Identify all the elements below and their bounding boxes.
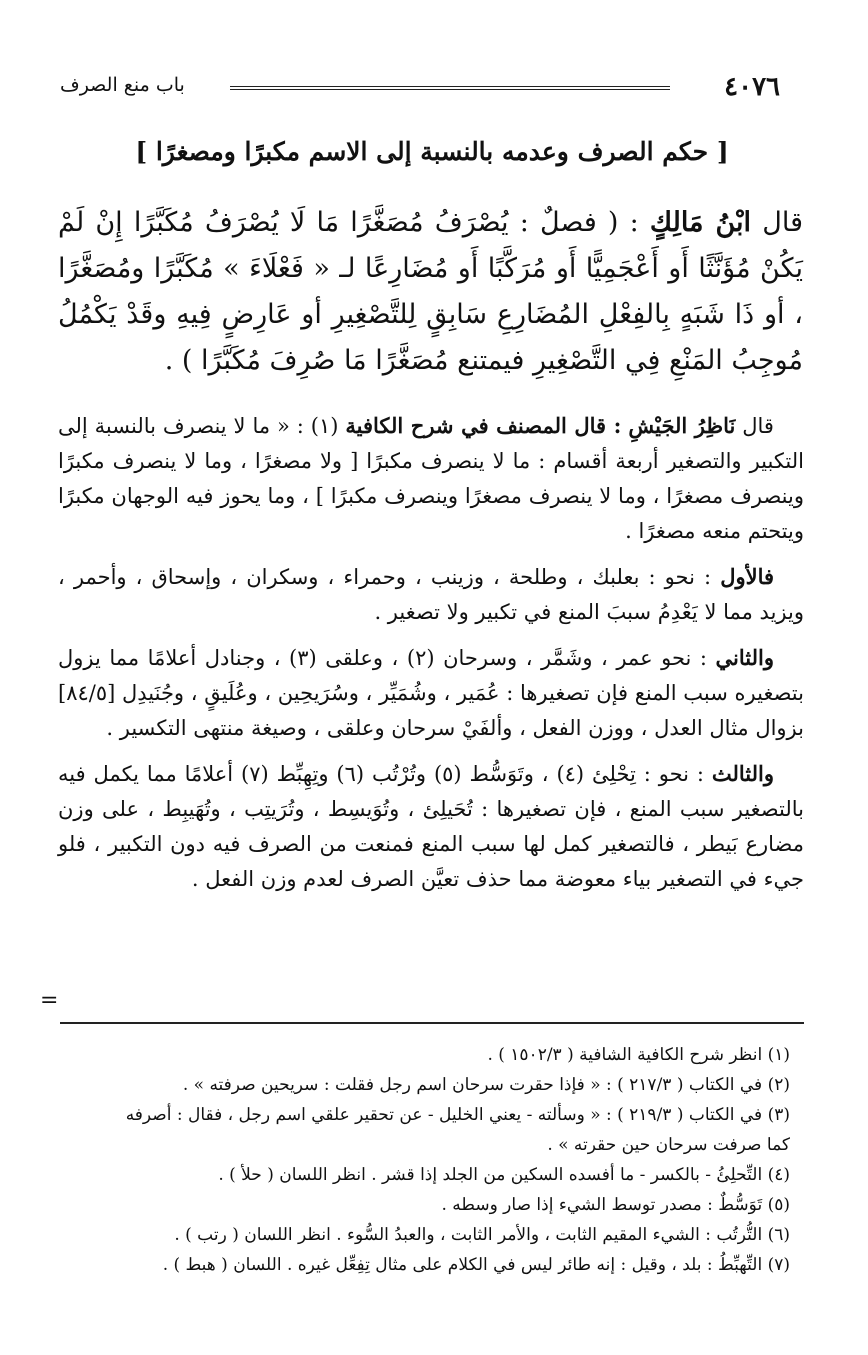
footnote-continuation: كما صرفت سرحان حين حقرته » .: [547, 1135, 790, 1155]
continuation-mark: =: [40, 988, 59, 1013]
footnote: (١) انظر شرح الكافية الشافية ( ١٥٠٢/٣ ) .: [487, 1045, 790, 1065]
sharh-text: [58, 408, 804, 907]
footnote: (٧) التِّهبِّطُ : بلد ، وقيل : إنه طائر ليس في الكلام على مثال تِفِعِّل غيره . اللسان ( هبط ) .: [162, 1255, 790, 1275]
matn-text: [58, 200, 803, 384]
matn-speaker: ابْنُ مَالِكٍ: [649, 207, 752, 238]
header-rule: [230, 86, 670, 90]
footnote: (٣) في الكتاب ( ٢١٩/٣ ) : « وسألته - يعني الخليل - عن تحقير علقي اسم رجل ، فقال : أصرفه: [125, 1105, 790, 1125]
page-header: [60, 72, 780, 102]
sharh-paragraph-2: [58, 559, 804, 630]
sharh-speaker: نَاظِرُ الجَيْشِ: [628, 413, 736, 438]
sharh-source: : قال المصنف في شرح الكافية: [345, 413, 622, 438]
footnote: (٦) التُّرتُب : الشيء المقيم الثابت ، والأمر الثابت ، والعبدُ السُّوء . انظر اللسان ( رتب ) .: [174, 1225, 790, 1245]
matn-body: : ( فصلٌ : يُصْرَفُ مُصَغَّرًا مَا لَا يُصْرَفُ مُكَبَّرًا إِنْ لَمْ يَكُنْ مُؤَنَّثًا أَو أَعْجَمِيًّا أَو مُرَكَّبًا أَو مُضَارِعًا لـ « فَعْلَاءَ » مُكَبَّرًا ومُصَغَّرًا ، أو ذَا شَبَهٍ بِالفِعْلِ المُضَارِعِ سَابِقٍ لِلتَّصْغِيرِ أو عَارِضٍ فِيهِ وقَدْ يَكْمُلُ مُوجِبُ المَنْعِ فِي التَّصْغِيرِ فيمتنع مُصَغَّرًا مَا صُرِفَ مُكَبَّرًا ) .: [58, 207, 803, 376]
page-number: ٤٠٧٦: [724, 72, 780, 102]
sharh-body-1: (١) : « ما لا ينصرف بالنسبة إلى التكبير والتصغير أربعة أقسام : ما لا ينصرف مكبرًا [ ولا مصغرًا ، وما لا ينصرف مكبرًا وينصرف مصغرًا ، وما لا ينصرف مصغرًا وينصرف مكبرًا ] ، وما يحوز فيه الوجهان مكبرًا ويتحتم منعه مصغرًا .: [58, 414, 804, 543]
footnote: (٥) تَوَسُّطٌ : مصدر توسط الشيء إذا صار وسطه .: [441, 1195, 790, 1215]
footnotes: [60, 1040, 790, 1280]
sharh-body-4: : نحو : تِحْلِئ (٤) ، وتَوَسُّط (٥) وتُرْتُب (٦) وتِهِبِّط (٧) أعلامًا مما يكمل فيه بالتصغير سبب المنع ، فإن تصغيرها : تُحَيلِئ ، وتُوَيسِط ، وتُرَيتِب ، وتُهَيبِط ، على وزن مضارع بَيطر ، فالتصغير كمل لها سبب المنع فمنعت من الصرف فيه دون التكبير ، فلو جيء في التصغير بياء معوضة مما حذف تعيَّن الصرف لعدم وزن الفعل .: [58, 762, 804, 891]
section-title: [ حكم الصرف وعدمه بالنسبة إلى الاسم مكبرًا ومصغرًا ]: [135, 137, 729, 166]
footnote: (٤) التِّحلِئُ - بالكسر - ما أفسده السكين من الجلد إذا قشر . انظر اللسان ( حلأ ) .: [218, 1165, 790, 1185]
chapter-title: باب منع الصرف: [60, 74, 185, 96]
first-category-label: فالأول: [720, 564, 774, 589]
sharh-intro: قال: [742, 414, 774, 438]
footnote: (٢) في الكتاب ( ٢١٧/٣ ) : « فإذا حقرت سرحان اسم رجل فقلت : سريحين صرفته » .: [182, 1075, 790, 1095]
sharh-body-2: : نحو : بعلبك ، وطلحة ، وزينب ، وحمراء ، وسكران ، وإسحاق ، وأحمر ، ويزيد مما لا يَعْدِمُ سببَ المنع في تكبير ولا تصغير .: [58, 565, 804, 624]
sharh-body-3: : نحو عمر ، وشَمَّر ، وسرحان (٢) ، وعلقى (٣) ، وجنادل أعلامًا مما يزول بتصغيره سبب المنع فإن تصغيرها : عُمَير ، وشُمَيِّر ، وسُرَيحِين ، وعُلَيقٍ ، وجُنَيدِل [٨٤/٥] بزوال مثال العدل ، ووزن الفعل ، وألفَيْ سرحان وعلقى ، وصيغة منتهى التكسير .: [58, 646, 804, 740]
sharh-paragraph-1: [58, 408, 804, 549]
footnote-separator: [60, 1022, 804, 1024]
second-category-label: والثاني: [715, 645, 774, 670]
matn-intro: قال: [762, 207, 803, 238]
sharh-paragraph-4: [58, 756, 804, 897]
third-category-label: والثالث: [711, 761, 774, 786]
sharh-paragraph-3: [58, 640, 804, 746]
